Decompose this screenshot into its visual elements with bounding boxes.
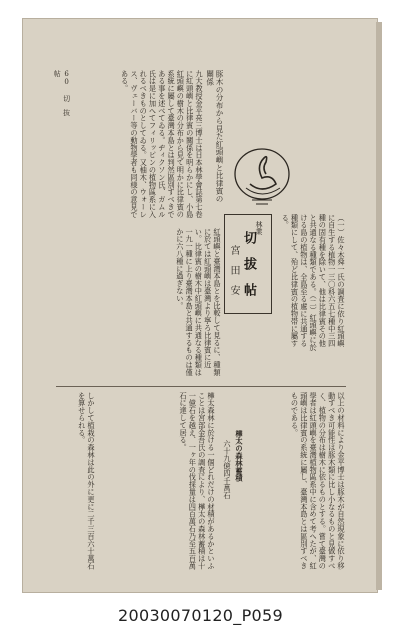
text-block-lower-left: しかして植栽の森林は此の外に更に二千三百六十萬石を算せられる。 [77,392,96,570]
article-title: 切 拔 帖 [241,231,256,296]
page-edge-shadow [376,22,382,590]
text-block-upper-left: 九大教授金平亮三博士は日本林學會誌第七卷に紅頭嶼と比律賓の關係を明らかにし、小島紅頭嶼の樹木の分布から見て明かに比律賓の系統に屬して臺灣本島とは判然區別すべきである事を述べてゐる。ヂィクソン氏、ガムル氏は是に加へてフィリッピンの植物區系に入れるべきものとしてゐる。又柚木、ウォーレス、ヴェーバー等の動物學者も同様の意見である。 [120,70,204,218]
author-name: 宮 田 安 [228,245,239,295]
subheading-sub: 六十九億四千萬石 [223,440,232,500]
text-block-middle: 紅頭嶼と臺灣本島とを比較して見るに、種類に於ては紅頭嶼は臺灣より寧ろ比律賓に近い。比律賓の樹木中紅頭嶼に共通なる種類は一九一種に上り臺灣本島と共通するものは僅かに六八種に過ぎない。 [175,228,222,376]
archive-caption: 20030070120_P059 [118,606,283,625]
title-box [224,214,272,314]
text-block-lower-middle: 樺太森林に於ける一個どれだけの材積があるかといふことは宮部金吾氏の調査により、樺太の森林蓄積は十一億石を越え、一ヶ年の伐採量は四百萬石乃至五百萬石に達して居る。 [179,392,216,570]
series-label: 林業 [255,221,263,235]
section-divider [56,386,346,387]
subheading: 樺太の森林蓄積 [235,430,244,482]
page-number: 60 [62,70,71,87]
running-title: 切 抜 帖 [53,70,71,124]
text-block-upper-right: （一）佐々木舜一氏の調査に依り紅頭嶼に自生する植物一三〇科六五七種中三四種の固有種を除いて、他は比律賓その他と共通なる種類である。（二）紅頭嶼に於ける島の植物は、全島至る處に共通する種類にして、殆ど比律賓の植物帯に屬する。 [281,214,346,351]
section-heading: 豚木の分布から見た紅頭嶼と比律賓の關係 [205,70,224,203]
swan-emblem-icon [232,144,292,210]
text-block-lower-right: 以上の材料により金平博士は豚木が自然現象に依り移動すべき可能性は豚木類に比し小なるものと見做すべく、植物の分布は樹木に依るものとする。嘗て臺灣の學者は紅頭嶼を臺灣植物區系中に含めて考へたが、紅頭嶼は比律賓の系統に屬し、臺灣本島とは區別すべきものである。 [290,392,346,570]
